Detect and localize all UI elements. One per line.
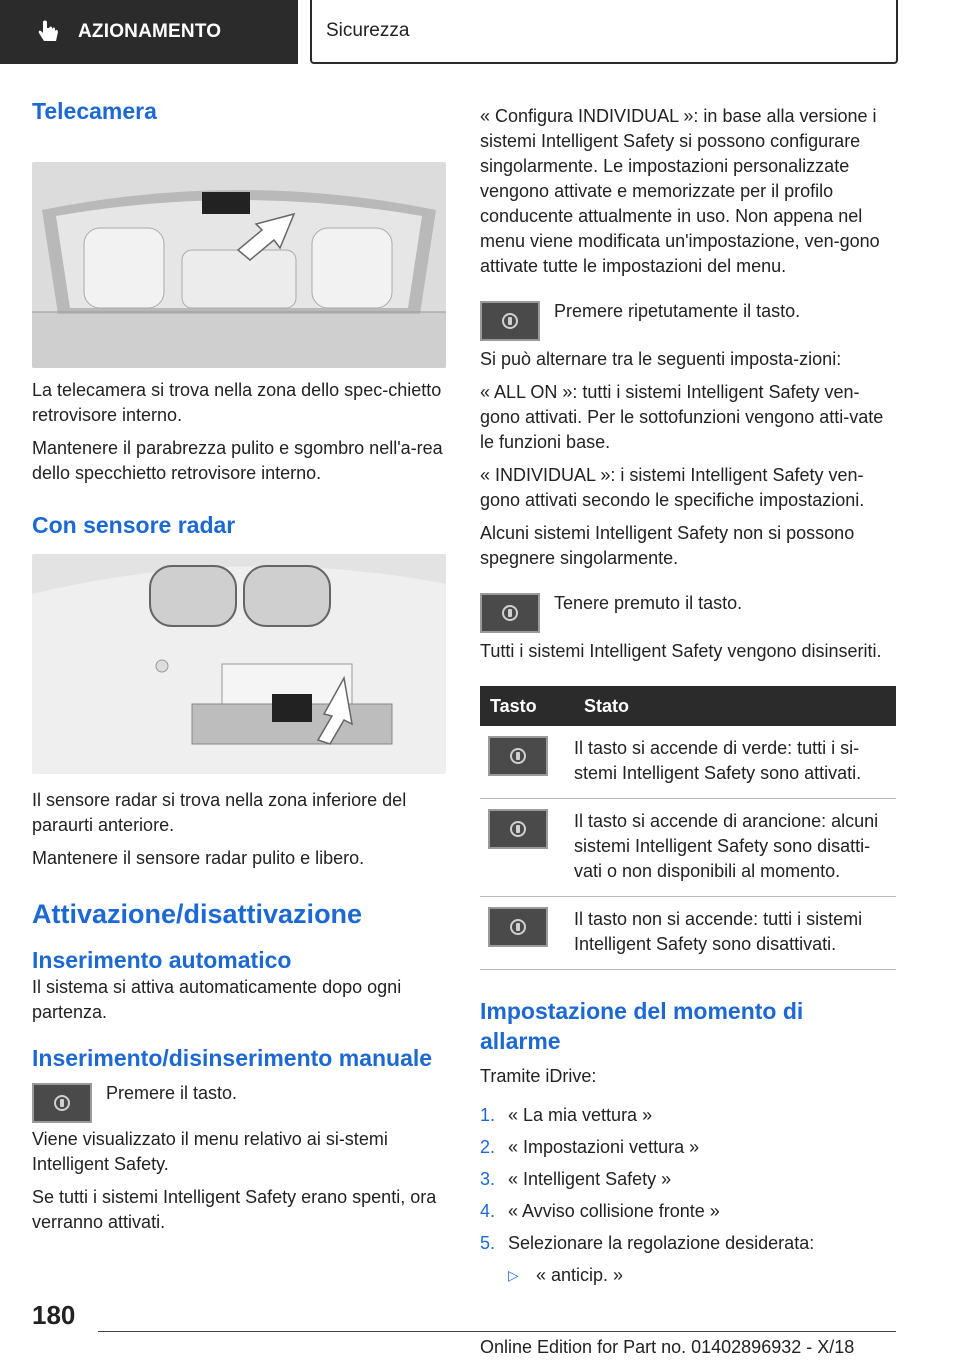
state-table xyxy=(480,686,896,970)
button-green-state-icon xyxy=(488,736,548,776)
right-column xyxy=(480,104,896,1288)
list-item: 4. « Avviso collisione fronte » xyxy=(480,1201,720,1221)
radar-text-1: Il sensore radar si trova nella zona inferiore del paraurti anteriore. xyxy=(32,790,407,835)
hold-text-1: Tenere premuto il tasto. xyxy=(554,593,743,613)
page-header xyxy=(0,0,960,66)
button-off-state-icon xyxy=(488,907,548,947)
repeat-row xyxy=(480,299,896,341)
sub-list-item: ▷ « anticip. » xyxy=(508,1263,896,1288)
hold-text-2: Tutti i sistemi Intelligent Safety vengono disinseriti. xyxy=(480,641,882,661)
table-row xyxy=(480,799,896,897)
manual-text-2: Viene visualizzato il menu relativo ai si-stemi Intelligent Safety. xyxy=(32,1129,388,1174)
chapter-tab[interactable] xyxy=(310,0,898,64)
table-row xyxy=(480,726,896,799)
camera-text-1: La telecamera si trova nella zona dello spec-chietto retrovisore interno. xyxy=(32,380,442,425)
list-item: 5. Selezionare la regolazione desiderata: xyxy=(480,1233,815,1253)
chapter-label: Sicurezza xyxy=(326,20,410,41)
radar-heading: Con sensore radar xyxy=(32,512,236,538)
table-header-key: Tasto xyxy=(480,686,574,726)
alarm-heading: Impostazione del momento di allarme xyxy=(480,998,804,1054)
auto-text: Il sistema si attiva automaticamente dopo ogni partenza. xyxy=(32,977,402,1022)
idrive-text: Tramite iDrive: xyxy=(480,1066,597,1086)
auto-heading: Inserimento automatico xyxy=(32,947,292,973)
repeat-text-2: Si può alternare tra le seguenti imposta-zioni: xyxy=(480,349,842,369)
footer-edition: Online Edition for Part no. 01402896932 - X/18 xyxy=(480,1337,855,1357)
allon-text: « ALL ON »: tutti i sistemi Intelligent Safety ven-gono attivati. Per le sottofunzioni vengono atti-vate le funzioni base. xyxy=(480,382,884,452)
table-row xyxy=(480,897,896,970)
individual-text: « INDIVIDUAL »: i sistemi Intelligent Safety ven-gono attivati secondo le specifiche impostazioni. xyxy=(480,465,865,510)
radar-photo xyxy=(32,554,446,774)
radar-text-2: Mantenere il sensore radar pulito e libero. xyxy=(32,848,365,868)
manual-heading: Inserimento/disinserimento manuale xyxy=(32,1045,433,1071)
list-item: 2. « Impostazioni vettura » xyxy=(480,1137,700,1157)
table-cell-state: Il tasto non si accende: tutti i sistemi Intelligent Safety sono disattivati. xyxy=(574,897,896,970)
section-label: AZIONAMENTO xyxy=(78,21,222,42)
left-column xyxy=(32,96,450,1235)
manual-text-1: Premere il tasto. xyxy=(106,1083,238,1103)
triangle-bullet-icon: ▷ xyxy=(508,1267,519,1283)
list-item: 1. « La mia vettura » xyxy=(480,1105,653,1125)
manual-row xyxy=(32,1081,450,1123)
hold-row xyxy=(480,591,896,633)
repeat-text-1: Premere ripetutamente il tasto. xyxy=(554,301,801,321)
safety-button-icon xyxy=(480,301,540,341)
steps-list xyxy=(480,1103,896,1256)
button-orange-state-icon xyxy=(488,809,548,849)
camera-heading: Telecamera xyxy=(32,98,157,124)
list-item: 3. « Intelligent Safety » xyxy=(480,1169,672,1189)
table-cell-state: Il tasto si accende di arancione: alcuni sistemi Intelligent Safety sono disatti-vati o non disponibili al momento. xyxy=(574,799,896,897)
page-number: 180 xyxy=(32,1300,76,1330)
safety-button-icon xyxy=(32,1083,92,1123)
table-header-state: Stato xyxy=(574,686,896,726)
section-tab[interactable] xyxy=(0,0,298,64)
footer-divider xyxy=(98,1331,896,1332)
table-cell-state: Il tasto si accende di verde: tutti i si-stemi Intelligent Safety sono attivati. xyxy=(574,726,896,799)
camera-photo xyxy=(32,162,446,368)
activation-heading: Attivazione/disattivazione xyxy=(32,899,363,929)
safety-button-icon xyxy=(480,593,540,633)
some-text: Alcuni sistemi Intelligent Safety non si possono spegnere singolarmente. xyxy=(480,523,855,568)
hand-pointer-icon xyxy=(36,19,62,45)
config-text: « Configura INDIVIDUAL »: in base alla versione i sistemi Intelligent Safety si possono configurare singolarmente. Le impostazioni personalizzate vengono attivate e memorizzate per il profilo conducente attualmente in uso. Non appena nel menu viene modificata un'impostazione, ven-gono attivate tutte le impostazioni del menu. xyxy=(480,106,880,276)
manual-text-3: Se tutti i sistemi Intelligent Safety erano spenti, ora verranno attivati. xyxy=(32,1187,437,1232)
camera-text-2: Mantenere il parabrezza pulito e sgombro nell'a-rea dello specchietto retrovisore interno. xyxy=(32,438,443,483)
table-header-row xyxy=(480,686,896,726)
